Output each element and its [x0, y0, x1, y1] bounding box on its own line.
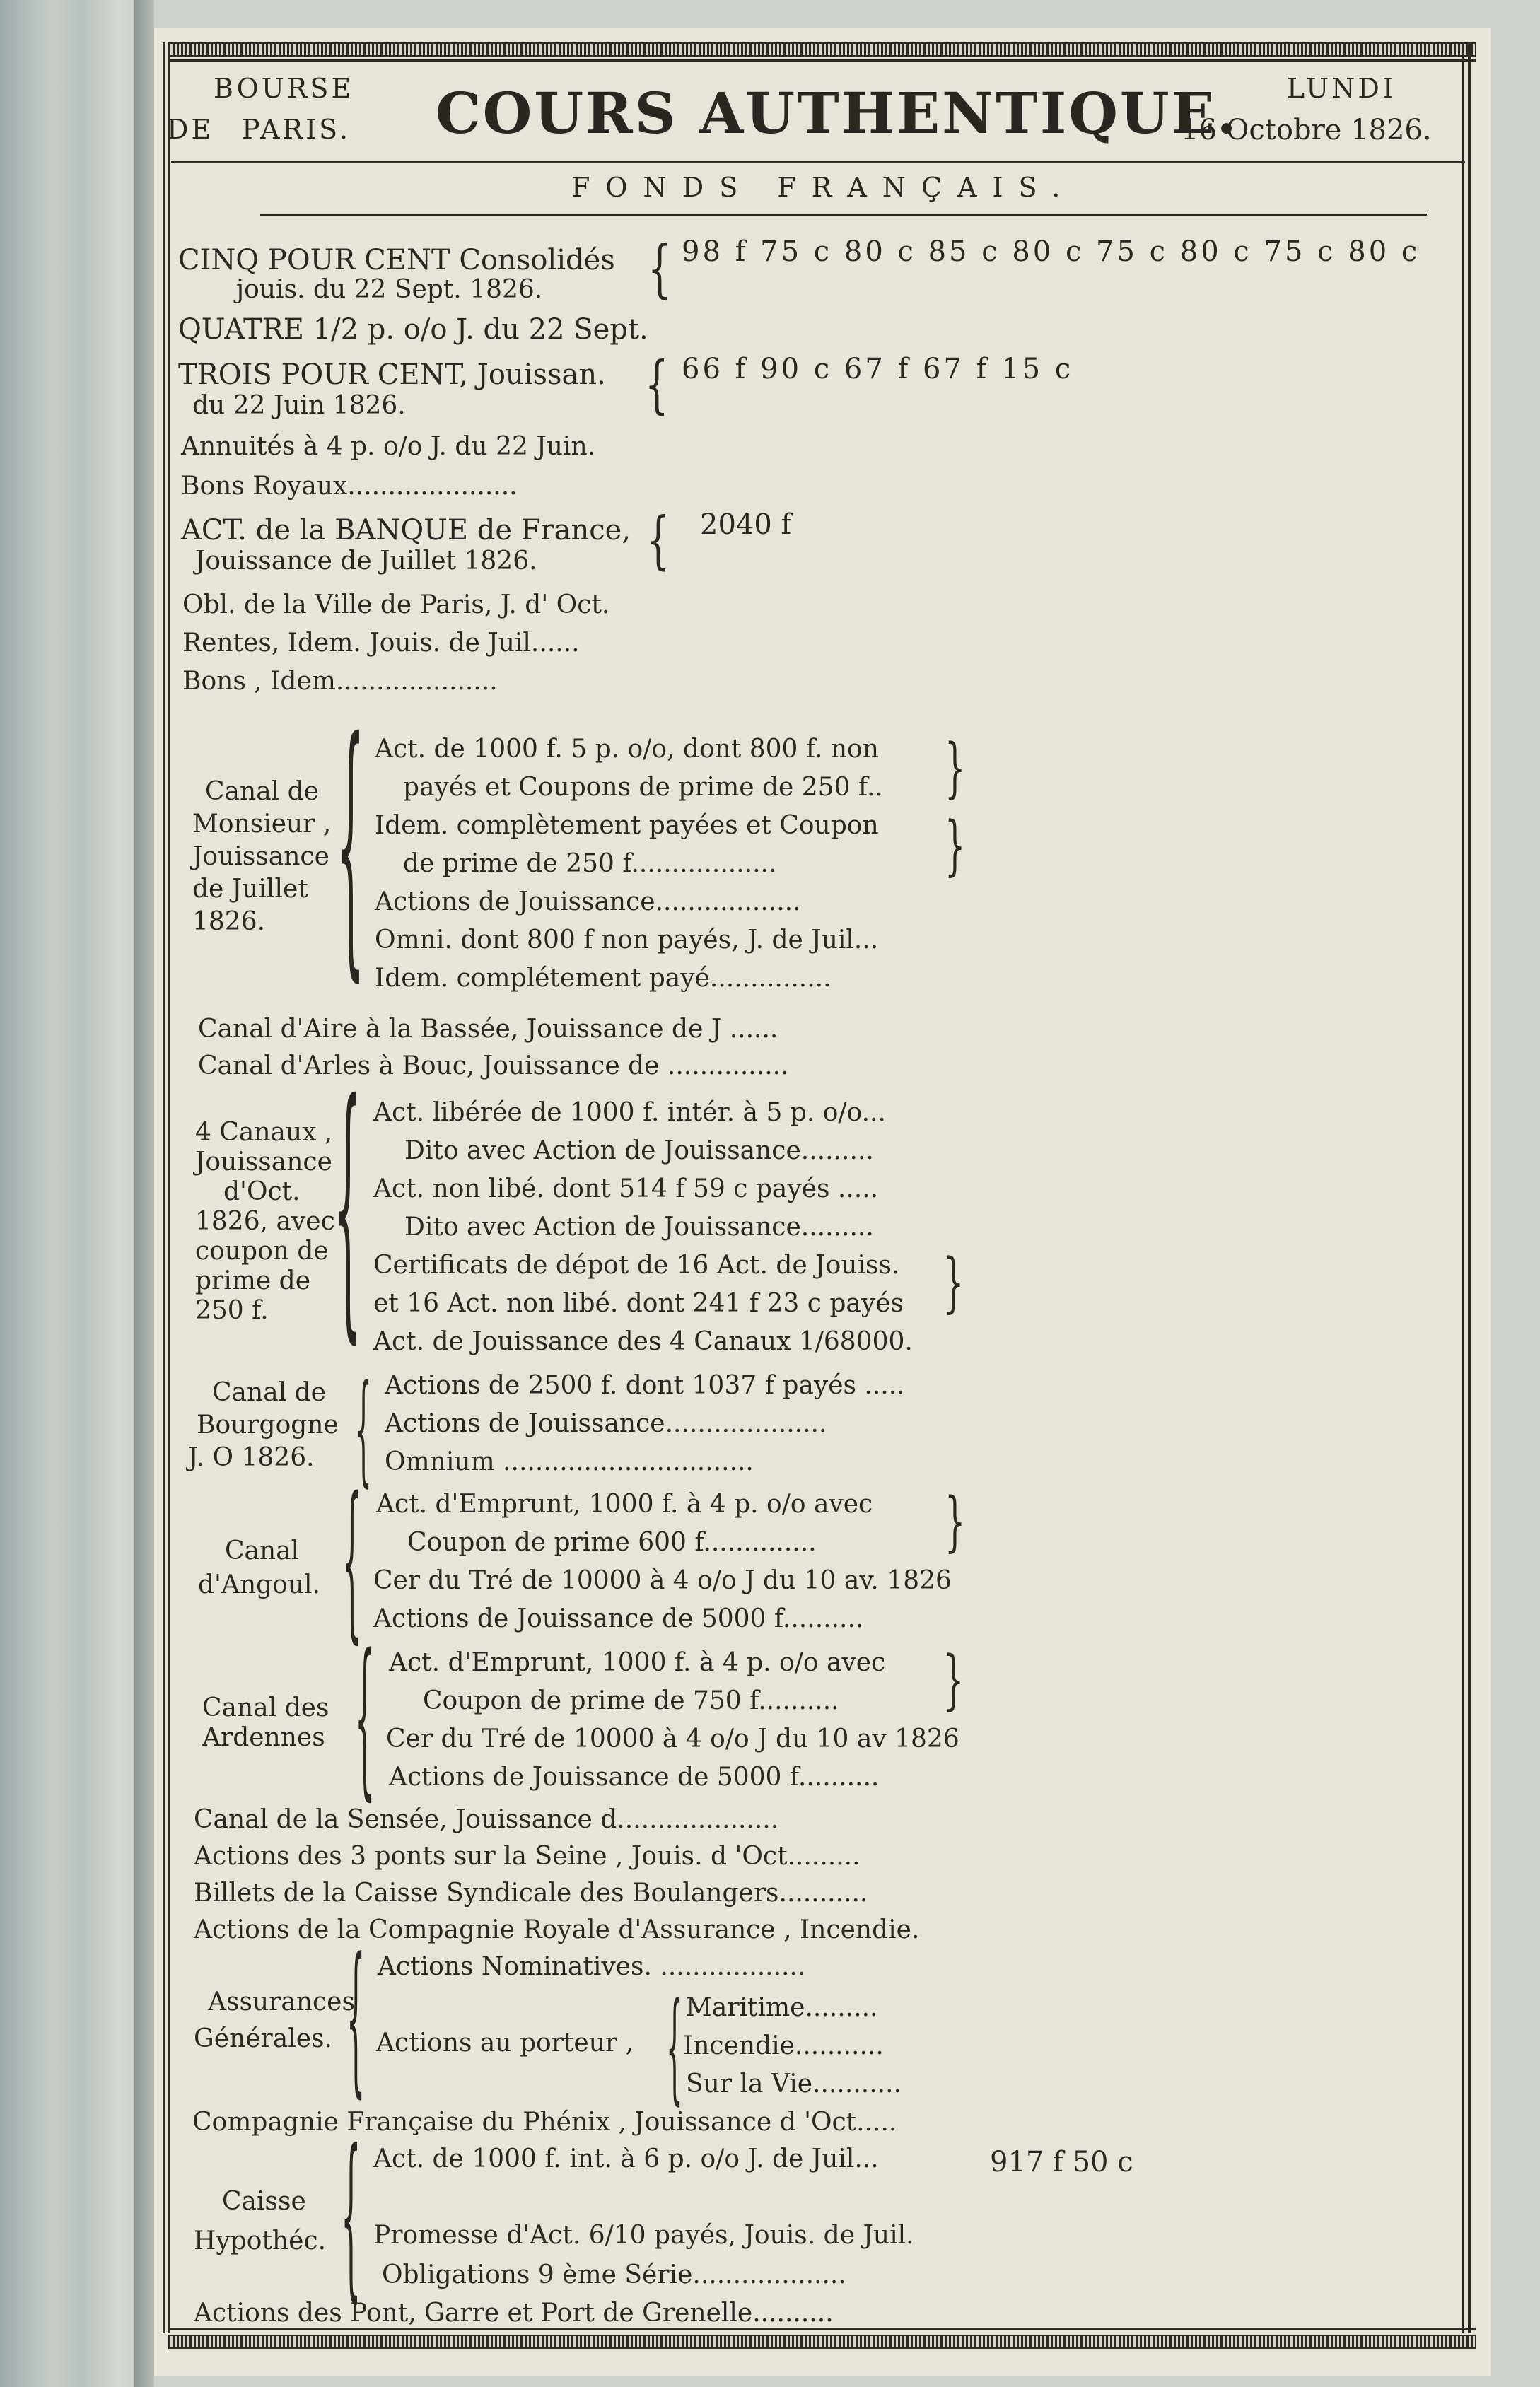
canal-monsieur-line: Act. de 1000 f. 5 p. o/o, dont 800 f. non — [375, 735, 879, 764]
brace: } — [945, 1483, 966, 1559]
quatre-canaux-line: et 16 Act. non libé. dont 241 f 23 c payés — [373, 1289, 904, 1318]
header-rule — [171, 161, 1465, 163]
angoul-line: Coupon de prime 600 f.............. — [407, 1528, 817, 1557]
ardennes-line: Act. d'Emprunt, 1000 f. à 4 p. o/o avec — [389, 1648, 886, 1677]
trois-prices: 66 f 90 c 67 f 67 f 15 c — [682, 353, 1074, 385]
group-label: d'Angoul. — [198, 1570, 320, 1599]
group-label: Ardennes — [202, 1723, 325, 1752]
date-label: 16 Octobre 1826. — [1181, 114, 1432, 146]
bons-idem: Bons , Idem.................... — [182, 667, 498, 696]
group-label: Canal — [225, 1536, 300, 1565]
group-label: Assurances — [208, 1988, 355, 2017]
book-binding — [0, 0, 148, 2387]
brace: { — [666, 1977, 683, 2117]
brace: { — [346, 1924, 366, 2113]
compagnie-phenix: Compagnie Française du Phénix , Jouissance d 'Oct..... — [192, 2108, 897, 2137]
group-label: Hypothéc. — [194, 2226, 327, 2255]
day-label: LUNDI — [1287, 73, 1396, 104]
caisse-price: 917 f 50 c — [990, 2146, 1133, 2178]
assurances-nominatives: Actions Nominatives. .................. — [378, 1952, 806, 1981]
canal-monsieur-line: Omni. dont 800 f non payés, J. de Juil... — [375, 926, 879, 955]
canal-sensee: Canal de la Sensée, Jouissance d.................... — [194, 1805, 779, 1834]
left-frame-line-inner — [168, 42, 170, 2333]
canal-arles: Canal d'Arles à Bouc, Jouissance de ............... — [198, 1051, 789, 1080]
group-label: Canal de — [205, 777, 319, 806]
group-label: Monsieur , — [192, 810, 332, 839]
angoul-line: Act. d'Emprunt, 1000 f. à 4 p. o/o avec — [376, 1490, 873, 1519]
bourse-paris: PARIS. — [242, 114, 351, 145]
group-label: Caisse — [222, 2187, 306, 2216]
quatre-canaux-line: Dito avec Action de Jouissance......... — [404, 1213, 874, 1242]
canal-aire: Canal d'Aire à la Bassée, Jouissance de J ...... — [198, 1015, 778, 1044]
group-label: de Juillet — [192, 875, 308, 904]
quatre-canaux-line: Act. de Jouissance des 4 Canaux 1/68000. — [373, 1327, 913, 1356]
bourgogne-line: Omnium ............................... — [385, 1447, 754, 1476]
brace: { — [342, 1461, 362, 1659]
top-ornamental-rule — [168, 42, 1476, 57]
group-label: d'Oct. — [223, 1177, 301, 1206]
bourgogne-line: Actions de 2500 f. dont 1037 f payés ..... — [385, 1371, 905, 1400]
bottom-ornamental-rule — [168, 2335, 1476, 2349]
brace: } — [943, 1244, 964, 1320]
group-label: Canal des — [202, 1693, 329, 1722]
rentes-idem: Rentes, Idem. Jouis. de Juil...... — [182, 629, 580, 658]
group-label: coupon de — [195, 1237, 329, 1266]
bottom-thin-rule — [168, 2328, 1476, 2330]
bourse-label: BOURSE — [214, 73, 354, 104]
group-label: Bourgogne — [197, 1411, 339, 1440]
brace: { — [341, 2112, 361, 2318]
top-thin-rule — [168, 59, 1476, 62]
brace: } — [943, 1642, 964, 1717]
brace: { — [337, 683, 365, 1004]
right-frame-line-inner — [1462, 42, 1464, 2333]
brace: { — [355, 1359, 372, 1499]
group-label: 4 Canaux , — [195, 1118, 333, 1147]
group-label: prime de — [195, 1266, 311, 1295]
banque-jouissance: Jouissance de Juillet 1826. — [195, 547, 537, 576]
section-title: FONDS FRANÇAIS. — [571, 172, 1076, 203]
angoul-line: Actions de Jouissance de 5000 f.......... — [373, 1604, 864, 1633]
cinq-pour-cent: CINQ POUR CENT Consolidés — [178, 244, 615, 276]
assurance-type: Maritime......... — [686, 1993, 878, 2022]
brace: } — [945, 730, 966, 805]
boulangers: Billets de la Caisse Syndicale des Boulangers........... — [194, 1879, 868, 1908]
bourgogne-line: Actions de Jouissance.................... — [385, 1409, 827, 1438]
assurance-type: Sur la Vie........... — [686, 2070, 902, 2099]
bourse-de: DE — [167, 114, 214, 145]
cinq-prices: 98 f 75 c 80 c 85 c 80 c 75 c 80 c 75 c 80 c — [682, 235, 1421, 268]
group-label: 1826. — [192, 907, 266, 936]
brace: { — [645, 348, 669, 421]
quatre-canaux-line: Act. non libé. dont 514 f 59 c payés ..... — [373, 1174, 879, 1203]
obl-ville: Obl. de la Ville de Paris, J. d' Oct. — [182, 590, 610, 619]
compagnie-royale: Actions de la Compagnie Royale d'Assurance , Incendie. — [194, 1915, 920, 1944]
banque-price: 2040 f — [700, 508, 792, 541]
trois-ponts: Actions des 3 ponts sur la Seine , Jouis. d 'Oct......... — [194, 1842, 861, 1871]
group-label: 1826, avec — [195, 1207, 335, 1236]
quatre-demi: QUATRE 1/2 p. o/o J. du 22 Sept. — [178, 313, 648, 346]
brace: { — [334, 1045, 362, 1366]
brace: } — [945, 807, 966, 883]
bons-royaux: Bons Royaux..................... — [181, 472, 518, 501]
caisse-line: Promesse d'Act. 6/10 payés, Jouis. de Juil. — [373, 2221, 914, 2250]
trois-jouissance: du 22 Juin 1826. — [192, 391, 406, 420]
annuites: Annuités à 4 p. o/o J. du 22 Juin. — [181, 432, 596, 461]
canal-monsieur-line: Idem. complètement payées et Coupon — [375, 811, 879, 840]
angoul-line: Cer du Tré de 10000 à 4 o/o J du 10 av. 1826 — [373, 1566, 952, 1595]
ardennes-line: Coupon de prime de 750 f.......... — [423, 1686, 839, 1715]
section-rule — [260, 214, 1427, 216]
ardennes-line: Actions de Jouissance de 5000 f.......... — [389, 1763, 880, 1792]
pont-grenelle: Actions des Pont, Garre et Port de Grenelle.......... — [194, 2299, 834, 2328]
canal-monsieur-line: payés et Coupons de prime de 250 f.. — [403, 773, 883, 802]
assurances-porteur: Actions au porteur , — [376, 2029, 634, 2058]
quatre-canaux-line: Certificats de dépot de 16 Act. de Jouiss. — [373, 1251, 900, 1280]
ardennes-line: Cer du Tré de 10000 à 4 o/o J du 10 av 1826 — [386, 1724, 959, 1753]
left-frame-line — [163, 42, 165, 2333]
brace: { — [648, 232, 672, 305]
group-label: Jouissance — [192, 842, 329, 871]
brace: { — [646, 503, 670, 576]
trois-pour-cent: TROIS POUR CENT, Jouissan. — [178, 358, 606, 391]
group-label: J. O 1826. — [188, 1443, 315, 1472]
newspaper-page — [154, 28, 1491, 2376]
page-title: COURS AUTHENTIQUE. — [436, 80, 1239, 146]
binding-edge — [134, 0, 154, 2387]
banque-france: ACT. de la BANQUE de France, — [181, 514, 631, 547]
caisse-line: Act. de 1000 f. int. à 6 p. o/o J. de Juil... — [373, 2144, 879, 2173]
canal-monsieur-line: Actions de Jouissance.................. — [375, 887, 801, 916]
canal-monsieur-line: de prime de 250 f.................. — [403, 849, 777, 878]
assurance-type: Incendie........... — [683, 2031, 884, 2060]
quatre-canaux-line: Dito avec Action de Jouissance......... — [404, 1136, 874, 1165]
quatre-canaux-line: Act. libérée de 1000 f. intér. à 5 p. o/o... — [373, 1098, 886, 1127]
right-frame-line — [1468, 42, 1471, 2333]
caisse-line: Obligations 9 ème Série................... — [382, 2260, 846, 2289]
cinq-jouissance: jouis. du 22 Sept. 1826. — [236, 275, 543, 304]
brace: { — [355, 1618, 375, 1816]
group-label: Générales. — [194, 2024, 332, 2053]
group-label: Jouissance — [195, 1148, 332, 1177]
group-label: Canal de — [212, 1378, 326, 1407]
canal-monsieur-line: Idem. complétement payé............... — [375, 964, 832, 993]
group-label: 250 f. — [195, 1296, 269, 1325]
